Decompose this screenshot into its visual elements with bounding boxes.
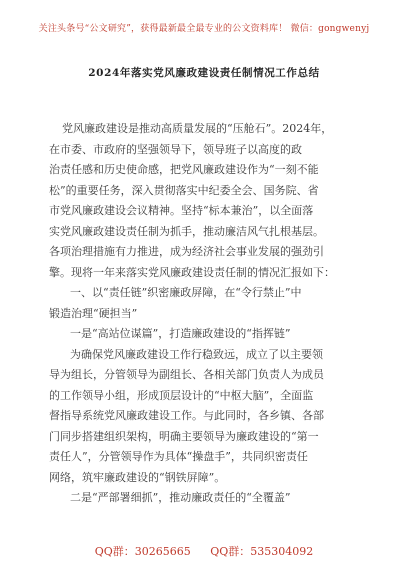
header-promo-note: 关注头条号“公文研究”，获得最新最全最专业的公文资料库！ 微信：gongwenyj xyxy=(38,24,370,34)
body-line: 各项治理措施有力推进，成为经济社会事业发展的强劲引 xyxy=(49,245,324,258)
body-line: 松”的重要任务，深入贯彻落实中纪委全会、国务院、省 xyxy=(49,183,319,197)
section-heading: 一、以“责任链”织密廉政屏障，在“令行禁止”中 xyxy=(70,286,302,299)
body-line: 党风廉政建设是推动高质量发展的“压舱石”。2024年， xyxy=(62,122,333,135)
body-line: 网络，筑牢廉政建设的“钢铁屏障”。 xyxy=(49,470,226,484)
footer-qq-groups xyxy=(0,543,408,559)
subsection-heading: 一是“高站位谋篇”，打造廉政建设的“指挥链” xyxy=(70,327,291,340)
body-line: 为确保党风廉政建设工作行稳致远，成立了以主要领 xyxy=(70,347,323,361)
body-line: 市党风廉政建设会议精神。坚持“标本兼治”，以全面落 xyxy=(49,204,314,217)
qq-group-1: QQ群：30265665 xyxy=(94,545,191,558)
subsection-heading: 二是“严部署细抓”，推动廉政责任的“全覆盖” xyxy=(70,491,291,504)
body-line: 门同步搭建组织架构，明确主要领导为廉政建设的“第一 xyxy=(49,429,319,443)
body-line: 的工作领导小组，形成顶层设计的“中枢大脑”，全面监 xyxy=(49,388,314,402)
body-line: 在市委、市政府的坚强领导下，领导班子以高度的政 xyxy=(49,142,302,156)
body-line: 导为组长，分管领导为副组长、各相关部门负责人为成员 xyxy=(49,368,324,381)
body-line: 督指导系统党风廉政建设工作。与此同时，各乡镇、各部 xyxy=(49,409,324,422)
document-title: 2024年落实党风廉政建设责任制情况工作总结 xyxy=(88,67,320,79)
body-line: 治责任感和历史使命感，把党风廉政建设作为“一刻不能 xyxy=(49,163,319,176)
section-heading: 锻造治理“硬担当” xyxy=(49,306,138,320)
body-line: 实党风廉政建设责任制为抓手，推动廉洁风气扎根基层。 xyxy=(49,224,324,238)
body-line: 擎。现将一年来落实党风廉政建设责任制的情况汇报如下： xyxy=(49,265,335,279)
qq-group-2: QQ群：535304092 xyxy=(210,545,314,558)
document-body xyxy=(49,119,352,509)
body-line: 责任人”，分管领导作为具体“操盘手”，共同织密责任 xyxy=(49,450,308,463)
